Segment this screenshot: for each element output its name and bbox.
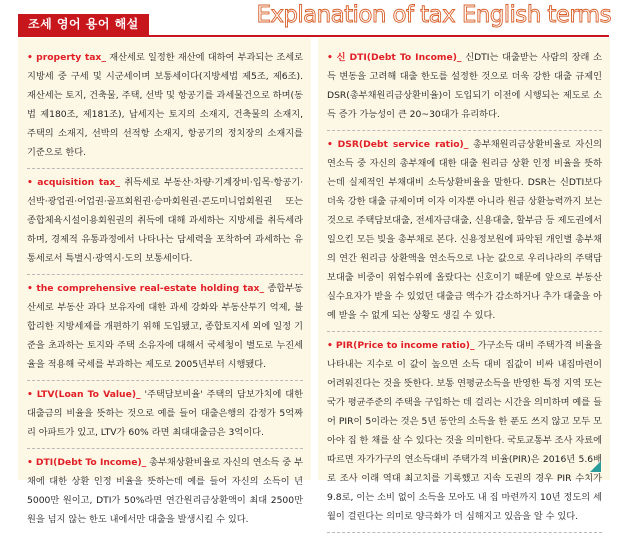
term-definition: 종합부동산세로 부동산 과다 보유자에 대한 과세 강화와 부동산투기 억제, 불합리한 지방세제를 개편하기 위해 도입됐고, 종합토지세 외에 일정 기준을 초과하는 토지와 주택 소유자에 대해서 국세청이 별도로 누진세율을 적용해 국세를 부과하는 제도로 2005년부터 시행됐다. [27, 283, 304, 370]
entry-comprehensive-real-estate-tax [27, 275, 303, 381]
entry-pir [327, 332, 602, 533]
term-label: DTI(Debt To Income)_ [35, 457, 147, 468]
bullet-icon: • [27, 283, 33, 294]
term-definition: '주택담보비율' 주택의 담보가치에 대한 대출금의 비율을 뜻하는 것으로 예를 들어 대출은행의 감정가 5억짜리 아파트가 있고, LTV가 60% 라면 최대대출금은 3억이다. [27, 389, 304, 438]
entry-ltv [27, 381, 303, 449]
term-definition: 총부채원리금상환비율로 자신의 연소득 중 자신의 총부채에 대한 대출 원리금 상환 인정 비율을 뜻하는데 실제적인 부채대비 소득상환비율을 말한다. DSR는 신DTI보다 더욱 강한 대출 규제이며 이자 이자뿐 아니라 원금 상환능력까지 보는 것으로 주택담보대출, 전세자금대출, 신용대출, 할부금 등 제도권에서 일으킨 모든 빚을 총부채로 본다. 신용정보원에 파악된 개인별 총부채의 연간 원리금 상환액을 연소득으로 나눈 값으로 우리나라의 주택담보대출 비중이 위험수위에 올랐다는 신호이기 때문에 앞으로 부동산 실수요자가 받을 수 있었던 대출금 액수가 감소하거나 추가 대출을 아예 받을 수 없게 되는 상황도 생길 수 있다. [327, 139, 603, 321]
term-label: acquisition tax_ [37, 177, 120, 188]
term-label: property tax_ [36, 52, 106, 63]
term-definition: 취득세로 부동산·차량·기계장비·입목·항공기·선박·광업권·어업권·골프회원권·승마회원권·콘도미니엄회원권 또는 종합체육시설이용회원권의 취득에 대해 과세하는 지방세를 취득세라 하며, 경제적 유통과정에서 나타나는 담세력을 포착하여 과세하는 유통세로서 특별시·광역시·도의 보통세이다. [27, 177, 304, 264]
left-column [18, 38, 311, 525]
term-definition: 가구소득 대비 주택가격 비율을 나타내는 지수로 이 값이 높으면 소득 대비 집값이 비싸 내집마련이 어려워진다는 것을 뜻한다. 보통 연평균소득을 반영한 특정 지역 또는 국가 평균주준의 주택을 구입하는 데 걸리는 시간을 의미하며 예를 들어 PIR이 5이라는 것은 5년 동안의 소득을 한 푼도 쓰지 않고 모두 모아야 집 한 채를 살 수 있다는 것을 의미한다. 국토교통부 조사 자료에 따르면 자가가구의 연소득대비 주택가격 비율(PIR)은 2016년 5.6배로 조사 이래 역대 최고치를 기록했고 지속 도권의 경우 PIR 수치가 9.8로, 이는 소비 없이 소득을 모아도 내 집 마련까지 10년 정도의 세월이 걸린다는 의미로 양극화가 더 심해지고 있음을 알 수 있다. [327, 340, 602, 522]
entry-acquisition-tax [27, 169, 303, 275]
term-label: 신 DTI(Debt To Income)_ [336, 52, 462, 63]
entry-new-dti [327, 44, 602, 131]
corner-triangle-icon [590, 461, 601, 472]
term-definition: 총부채상환비율로 자신의 연소득 중 부채에 대한 상환 인정 비율을 뜻하는데 예를 들어 자신의 소득이 년 5000만 원이고, DTI가 50%라면 연간원리금상환액이 최대 2500만 원을 넘지 않는 한도 내에서만 대출을 발생시킬 수 있다. [27, 457, 304, 525]
entry-dti [27, 449, 303, 535]
term-definition: 신DTI는 대출받는 사람의 장래 소득 변동을 고려해 대출 한도를 설정한 것으로 더욱 강한 대출 규제인 DSR(총부채원리금상환비율)이 도입되기 이전에 시행되는 제도로 소득 증가 가능성이 큰 20~30대가 유리하다. [327, 52, 603, 120]
right-column [318, 38, 610, 522]
term-definition: 재산세로 일정한 재산에 대하여 부과되는 조세로 지방세 중 구세 및 시군세이며 보통세이다(지방세법 제5조, 제6조). 재산세는 토지, 건축물, 주택, 선박 및 항공기를 과세물건으로 하며(동법 제180조, 제181조), 납세지는 토지의 소재지, 건축물의 소재지, 주택의 소재지, 선박의 선적항 소재지, 항공기의 정치장의 소재지를 기준으로 한다. [27, 52, 304, 158]
bullet-icon: • [327, 340, 333, 351]
bullet-icon: • [327, 139, 333, 150]
entry-dsr [327, 131, 602, 332]
section-title-tag: 조세 영어 용어 해설 [18, 14, 149, 35]
bullet-icon: • [27, 389, 33, 400]
entry-property-tax [27, 44, 303, 169]
page-header [0, 0, 619, 38]
term-label: DSR(Debt service ratio)_ [337, 139, 469, 150]
bullet-icon: • [27, 457, 33, 468]
bullet-icon: • [27, 52, 33, 63]
term-label: PIR(Price to income ratio)_ [335, 340, 475, 351]
bullet-icon: • [27, 177, 33, 188]
term-label: the comprehensive real-estate holding tax_ [36, 283, 265, 294]
header-rule [18, 35, 609, 37]
term-label: LTV(Loan To Value)_ [36, 389, 141, 400]
bullet-icon: • [327, 52, 333, 63]
english-title: Explanation of tax English terms [256, 2, 611, 28]
